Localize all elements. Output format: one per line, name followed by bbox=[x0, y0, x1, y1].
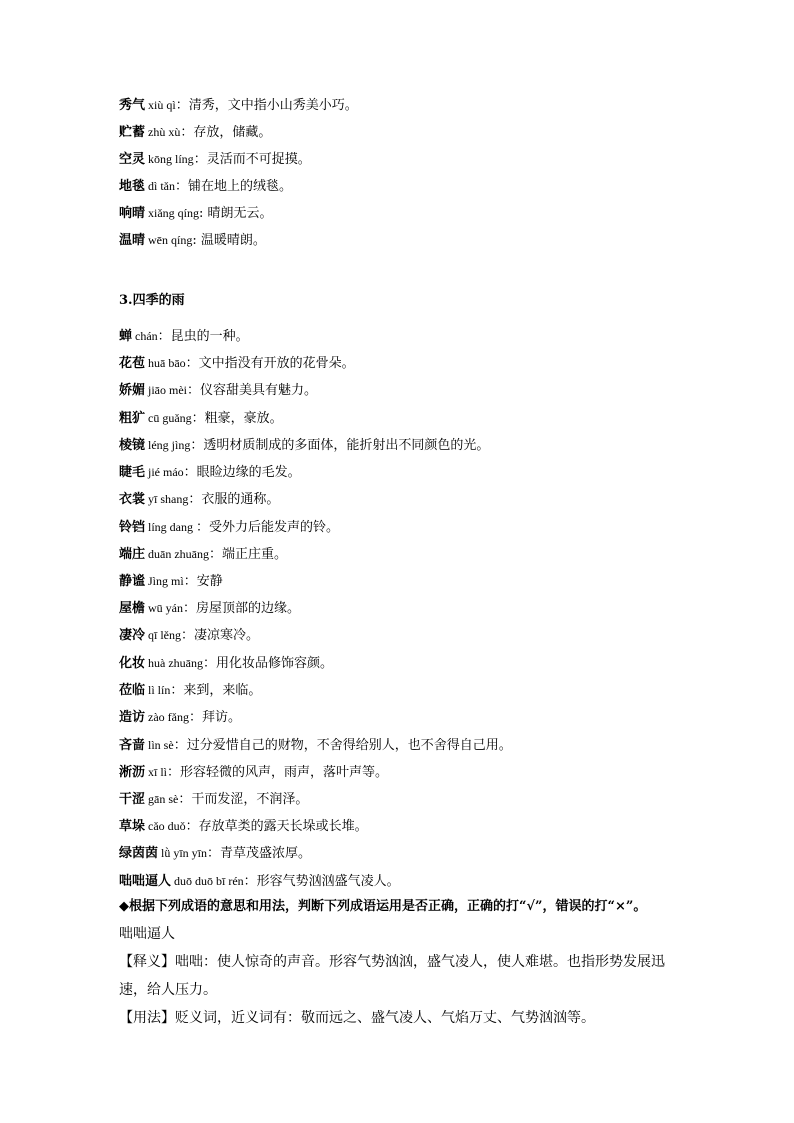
vocab-entry bbox=[119, 436, 719, 455]
vocab-term: 咄咄逼人 bbox=[119, 874, 172, 889]
vocab-entry bbox=[119, 518, 719, 537]
vocab-pinyin: líng dang bbox=[145, 520, 197, 534]
vocab-term: 衣裳 bbox=[119, 492, 146, 507]
vocab-definition: ：房屋顶部的边缘。 bbox=[183, 601, 301, 616]
vocab-definition: ：受外力后能发声的铃。 bbox=[196, 520, 340, 535]
vocab-entry bbox=[119, 654, 719, 673]
vocab-definition: ：透明材质制成的多面体，能折射出不同颜色的光。 bbox=[190, 438, 490, 453]
vocab-term: 干涩 bbox=[119, 792, 146, 807]
vocab-pinyin: yī shang bbox=[145, 492, 189, 506]
vocab-definition: ：昆虫的一种。 bbox=[157, 329, 249, 344]
vocab-definition: ：凄凉寒冷。 bbox=[181, 628, 260, 643]
vocab-entry bbox=[119, 123, 719, 142]
vocab-term: 睫毛 bbox=[119, 465, 146, 480]
vocab-definition: ：存放，储藏。 bbox=[180, 125, 272, 140]
vocab-definition: ：文中指没有开放的花骨朵。 bbox=[185, 356, 355, 371]
vocab-term: 绿茵茵 bbox=[119, 846, 159, 861]
vocab-definition: ：仪容甜美具有魅力。 bbox=[187, 383, 318, 398]
vocab-definition: : 温暖晴朗。 bbox=[192, 233, 266, 248]
vocab-entry bbox=[119, 790, 719, 809]
vocab-entry bbox=[119, 817, 719, 836]
vocab-term: 莅临 bbox=[119, 683, 146, 698]
vocab-pinyin: léng jìng bbox=[145, 438, 191, 452]
vocab-term: 静谧 bbox=[119, 574, 146, 589]
vocab-definition: ：干而发涩，不润泽。 bbox=[178, 792, 309, 807]
vocab-pinyin: xī lì bbox=[145, 765, 168, 779]
vocab-pinyin: wēn qíng bbox=[145, 233, 193, 247]
vocab-entry bbox=[119, 327, 719, 346]
vocab-definition: ：端正庄重。 bbox=[209, 547, 288, 562]
vocab-entry bbox=[119, 381, 719, 400]
vocab-definition: ：存放草类的露天长垛或长堆。 bbox=[185, 819, 368, 834]
vocab-pinyin: kōng líng bbox=[145, 152, 194, 166]
vocab-pinyin: cū guǎng bbox=[145, 411, 192, 425]
vocab-term: 凄冷 bbox=[119, 628, 146, 643]
vocab-pinyin: qī lěng bbox=[145, 628, 182, 642]
vocab-term: 温晴 bbox=[119, 233, 146, 248]
idiom-usage: 【用法】贬义词，近义词有：敬而远之、盛气凌人、气焰万丈、气势汹汹等。 bbox=[119, 1010, 595, 1026]
vocab-entry bbox=[119, 599, 719, 618]
vocab-pinyin: zào fǎng bbox=[145, 710, 189, 724]
vocab-term: 贮蓄 bbox=[119, 125, 146, 140]
vocab-term: 铃铛 bbox=[119, 520, 146, 535]
vocab-entry bbox=[119, 96, 719, 115]
vocab-pinyin: chán bbox=[132, 329, 158, 343]
vocab-entry bbox=[119, 626, 719, 645]
vocab-pinyin: huà zhuāng bbox=[145, 656, 203, 670]
vocab-entry bbox=[119, 204, 719, 223]
vocab-term: 空灵 bbox=[119, 152, 146, 167]
vocab-term: 草垛 bbox=[119, 819, 146, 834]
idiom-explanation: 【释义】咄咄：使人惊奇的声音。形容气势汹汹，盛气凌人，使人难堪。也指形势发展迅速，给人压力。 bbox=[119, 954, 665, 998]
vocab-pinyin: lì lín bbox=[145, 683, 171, 697]
vocab-term: 化妆 bbox=[119, 656, 146, 671]
vocab-term: 娇媚 bbox=[119, 383, 146, 398]
vocab-pinyin: cǎo duǒ bbox=[145, 819, 186, 833]
vocab-term: 淅沥 bbox=[119, 765, 146, 780]
vocab-definition: ：粗豪，豪放。 bbox=[191, 411, 283, 426]
vocab-pinyin: xiù qì bbox=[145, 98, 176, 112]
vocab-definition: ：过分爱惜自己的财物，不舍得给别人，也不舍得自己用。 bbox=[173, 738, 512, 753]
vocab-pinyin: dì tǎn bbox=[145, 179, 176, 193]
vocab-pinyin: xiǎng qíng bbox=[145, 206, 200, 220]
vocab-definition: ：形容气势汹汹盛气凌人。 bbox=[243, 874, 400, 889]
vocab-definition: ：清秀，文中指小山秀美小巧。 bbox=[175, 98, 358, 113]
vocab-entry bbox=[119, 490, 719, 509]
vocab-definition: ：形容轻微的风声，雨声，落叶声等。 bbox=[167, 765, 389, 780]
exercise-instruction: ◆根据下列成语的意思和用法，判断下列成语运用是否正确，正确的打“√”，错误的打“×”。 bbox=[119, 899, 647, 914]
vocab-definition: ：眼睑边缘的毛发。 bbox=[183, 465, 301, 480]
vocab-definition: ：铺在地上的绒毯。 bbox=[175, 179, 293, 194]
vocab-definition: ：安静 bbox=[183, 574, 223, 589]
vocab-definition: ：灵活而不可捉摸。 bbox=[193, 152, 311, 167]
vocab-term: 地毯 bbox=[119, 179, 146, 194]
vocab-entry bbox=[119, 844, 719, 863]
vocab-term: 屋檐 bbox=[119, 601, 146, 616]
vocab-definition: ：来到，来临。 bbox=[170, 683, 262, 698]
vocab-pinyin: wū yán bbox=[145, 601, 184, 615]
vocab-entry bbox=[119, 681, 719, 700]
vocab-entry bbox=[119, 177, 719, 196]
vocab-entry bbox=[119, 763, 719, 782]
vocab-term: 花苞 bbox=[119, 356, 146, 371]
vocab-entry bbox=[119, 231, 719, 250]
vocab-term: 响晴 bbox=[119, 206, 146, 221]
vocab-definition: ：拜访。 bbox=[189, 710, 242, 725]
section-title: 3.四季的雨 bbox=[119, 293, 185, 308]
vocab-term: 端庄 bbox=[119, 547, 146, 562]
idiom-heading: 咄咄逼人 bbox=[119, 926, 175, 942]
vocab-pinyin: jié máo bbox=[145, 465, 184, 479]
vocab-term: 造访 bbox=[119, 710, 146, 725]
vocab-entry bbox=[119, 572, 719, 591]
vocab-pinyin: Jìng mì bbox=[145, 574, 184, 588]
vocab-term: 吝啬 bbox=[119, 738, 146, 753]
vocab-term: 蝉 bbox=[119, 329, 133, 344]
vocab-definition: ：青草茂盛浓厚。 bbox=[207, 846, 312, 861]
vocab-pinyin: gān sè bbox=[145, 792, 179, 806]
vocab-term: 粗犷 bbox=[119, 411, 146, 426]
vocab-entry bbox=[119, 463, 719, 482]
vocab-definition: : 晴朗无云。 bbox=[199, 206, 273, 221]
vocab-entry bbox=[119, 545, 719, 564]
vocab-entry bbox=[119, 708, 719, 727]
vocab-pinyin: zhù xù bbox=[145, 125, 181, 139]
vocab-term: 棱镜 bbox=[119, 438, 146, 453]
vocab-definition: ：用化妆品修饰容颜。 bbox=[203, 656, 334, 671]
vocab-definition: ：衣服的通称。 bbox=[188, 492, 280, 507]
vocab-entry bbox=[119, 354, 719, 373]
vocab-entry bbox=[119, 409, 719, 428]
vocab-pinyin: jiāo mèi bbox=[145, 383, 188, 397]
vocab-pinyin: duō duō bī rén bbox=[171, 874, 244, 888]
vocab-entry bbox=[119, 736, 719, 755]
vocab-pinyin: lǜ yīn yīn bbox=[158, 846, 208, 860]
vocab-entry bbox=[119, 872, 719, 891]
vocab-pinyin: duān zhuāng bbox=[145, 547, 209, 561]
vocab-term: 秀气 bbox=[119, 98, 146, 113]
vocab-pinyin: lìn sè bbox=[145, 738, 174, 752]
vocab-entry bbox=[119, 150, 719, 169]
vocab-pinyin: huā bāo bbox=[145, 356, 186, 370]
